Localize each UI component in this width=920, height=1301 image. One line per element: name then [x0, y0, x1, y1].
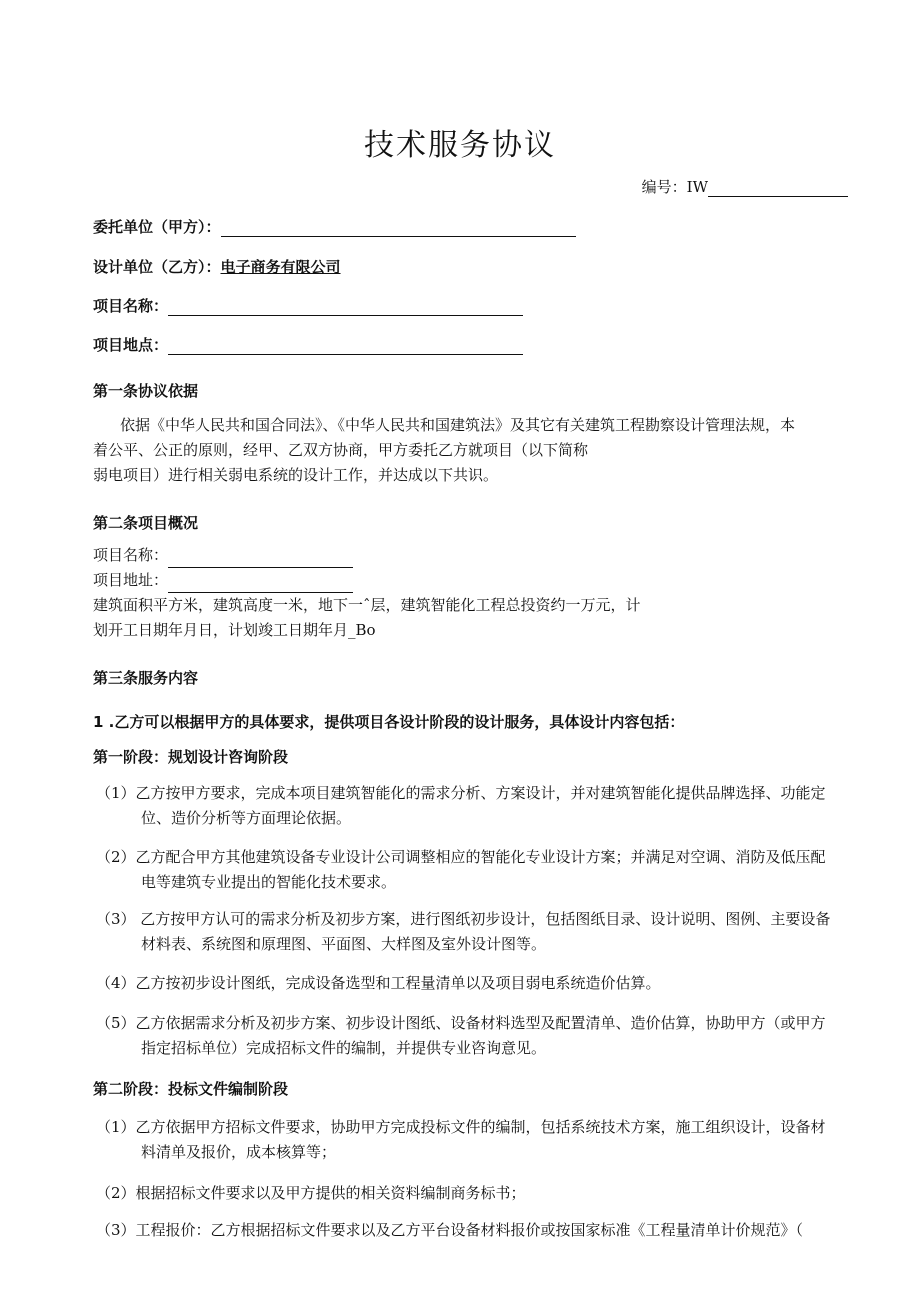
article-3-heading: 第三条服务内容	[93, 669, 199, 687]
phase-1-item-2-line-2: 电等建筑专业提出的智能化技术要求。	[141, 873, 397, 891]
phase-1-item-3-line-2: 材料表、系统图和原理图、平面图、大样图及室外设计图等。	[141, 935, 547, 953]
phase-1-item-1-line-2: 位、造价分析等方面理论依据。	[141, 809, 352, 827]
phase-1-item-3	[96, 907, 856, 957]
article-1-heading: 第一条协议依据	[93, 382, 199, 400]
project-name-blank	[168, 300, 523, 316]
serial-number	[642, 176, 848, 197]
phase-1-item-4-line-1: （4）乙方按初步设计图纸，完成设备选型和工程量清单以及项目弱电系统造价估算。	[96, 974, 661, 992]
article-2-name-blank	[168, 553, 353, 568]
serial-label: 编号：IW	[641, 178, 708, 196]
client-field	[93, 216, 576, 237]
phase-1-item-5-line-2: 指定招标单位）完成招标文件的编制，并提供专业咨询意见。	[141, 1039, 547, 1057]
phase-1-item-1-line-1: （1）乙方按甲方要求，完成本项目建筑智能化的需求分析、方案设计，并对建筑智能化提供品牌选择、功能定	[96, 784, 826, 802]
article-3-intro: 1 .乙方可以根据甲方的具体要求，提供项目各设计阶段的设计服务，具体设计内容包括：	[93, 713, 685, 731]
phase-2-item-2-line-1: （2）根据招标文件要求以及甲方提供的相关资料编制商务标书；	[96, 1184, 526, 1202]
article-2-name-label: 项目名称：	[93, 546, 169, 564]
article-2-name	[93, 543, 353, 568]
article-2-address-blank	[168, 578, 353, 593]
phase-2-item-1-line-2: 料清单及报价，成本核算等；	[141, 1143, 337, 1161]
phase-2-item-1	[96, 1115, 856, 1165]
project-name-label: 项目名称：	[93, 297, 169, 315]
phase-2-item-2	[96, 1181, 856, 1206]
phase-1-item-2-line-1: （2）乙方配合甲方其他建筑设备专业设计公司调整相应的智能化专业设计方案；并满足对空调、消防及低压配	[96, 848, 826, 866]
phase-1-item-2	[96, 845, 856, 895]
designer-field	[93, 256, 341, 277]
phase-1-item-5	[96, 1011, 856, 1061]
article-2-line-3: 建筑面积平方米，建筑高度一米，地下一ˆ层，建筑智能化工程总投资约一万元，计	[93, 596, 641, 614]
phase-1-item-5-line-1: （5）乙方依据需求分析及初步方案、初步设计图纸、设备材料选型及配置清单、造价估算，协助甲方（或甲方	[96, 1014, 826, 1032]
article-2-line-4: 划开工日期年月日，计划竣工日期年月_Bo	[93, 621, 376, 639]
designer-label: 设计单位（乙方）：	[93, 258, 221, 276]
phase-2-heading: 第二阶段：投标文件编制阶段	[93, 1080, 289, 1098]
phase-1-item-3-line-1: （3） 乙方按甲方认可的需求分析及初步方案，进行图纸初步设计，包括图纸目录、设计说明、图例、主要设备	[96, 910, 831, 928]
article-2-heading: 第二条项目概况	[93, 514, 199, 532]
phase-2-item-3	[96, 1218, 856, 1243]
client-blank	[221, 221, 576, 237]
article-1-line-2: 着公平、公正的原则，经甲、乙双方协商，甲方委托乙方就项目（以下简称	[93, 441, 589, 459]
phase-2-item-1-line-1: （1）乙方依据甲方招标文件要求，协助甲方完成投标文件的编制，包括系统技术方案，施工组织设计，设备材	[96, 1118, 826, 1136]
phase-1-item-4	[96, 971, 856, 996]
designer-name: 电子商务有限公司	[220, 258, 341, 276]
article-2-address	[93, 568, 353, 593]
serial-blank	[708, 181, 848, 197]
phase-1-item-1	[96, 781, 856, 831]
article-1-line-3: 弱电项目）进行相关弱电系统的设计工作，并达成以下共识。	[93, 466, 499, 484]
article-2-address-label: 项目地址：	[93, 571, 169, 589]
project-site-blank	[168, 339, 523, 355]
client-label: 委托单位（甲方）：	[93, 218, 221, 236]
phase-1-heading: 第一阶段：规划设计咨询阶段	[93, 748, 289, 766]
project-site-label: 项目地点：	[93, 336, 169, 354]
project-site-field	[93, 334, 523, 355]
document-title: 技术服务协议	[364, 128, 556, 163]
phase-2-item-3-line-1: （3）工程报价：乙方根据招标文件要求以及乙方平台设备材料报价或按国家标准《工程量清单计价规范》（	[96, 1221, 804, 1239]
project-name-field	[93, 295, 523, 316]
article-1-line-1: 依据《中华人民共和国合同法》、《中华人民共和国建筑法》及其它有关建筑工程勘察设计管理法规，本	[120, 416, 796, 434]
